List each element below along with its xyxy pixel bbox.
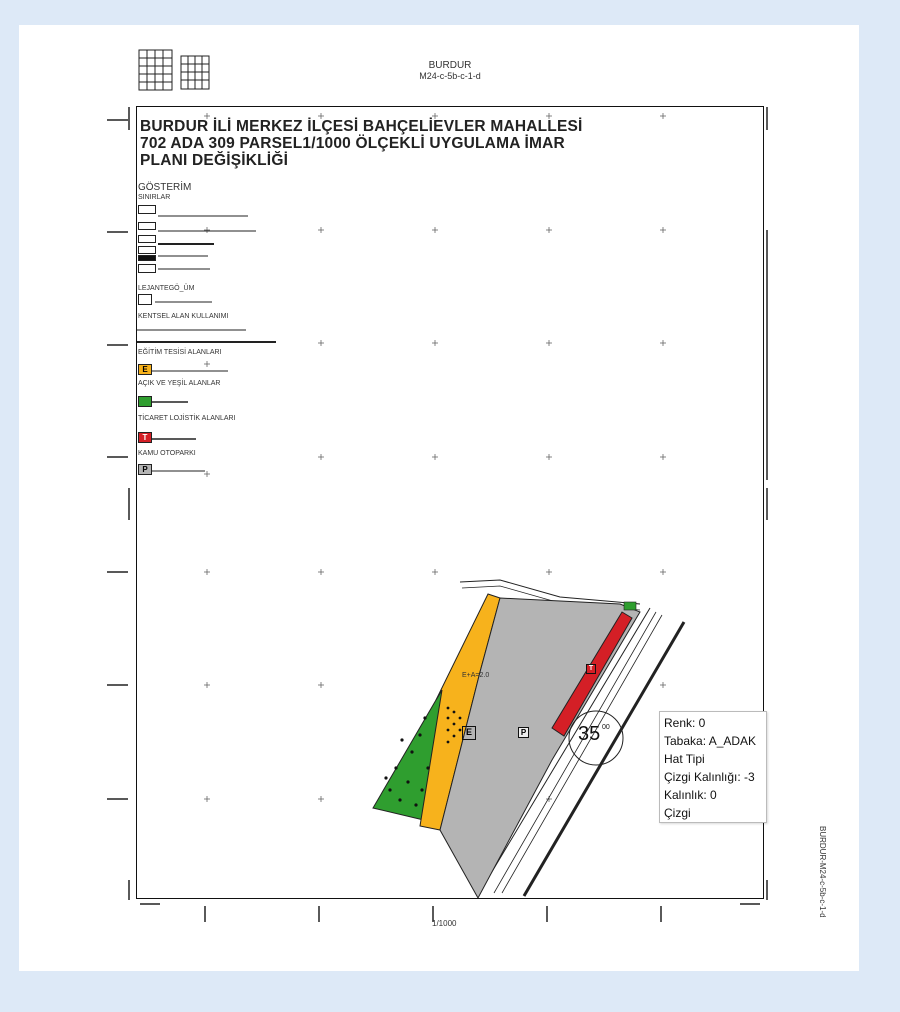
title-line-2: 702 ADA 309 PARSEL1/1000 ÖLÇEKLİ UYGULAMA İMAR — [140, 135, 565, 152]
legend-otopark-symbol: P — [138, 464, 152, 475]
tooltip-entity-type: Çizgi — [664, 806, 691, 820]
sheet-index-grid — [139, 50, 209, 90]
sheet-header — [395, 60, 505, 81]
tooltip-thickness: Kalınlık: 0 — [664, 788, 717, 802]
legend-heading: GÖSTERİM — [138, 182, 192, 193]
legend-yesil-symbol — [138, 396, 152, 407]
parking-mark: P — [518, 727, 529, 738]
tooltip-linetype: Hat Tipi — [664, 752, 705, 766]
legend-ticaret-symbol: T — [138, 432, 152, 443]
title-line-1: BURDUR İLİ MERKEZ İLÇESİ BAHÇELİEVLER MAHALLESİ — [140, 118, 583, 135]
legend-symbol-5 — [138, 255, 156, 261]
side-sheet-code: BURDUR-M24-c-5b-c-1-d — [818, 826, 827, 918]
title-line-3: PLANI DEĞİŞİKLİĞİ — [140, 152, 289, 169]
entity-tooltip — [659, 711, 767, 823]
legend-section-4: EĞİTİM TESİSİ ALANLARI — [138, 349, 222, 356]
legend-egitim-symbol: E — [138, 364, 152, 375]
legend-section-5: AÇIK VE YEŞİL ALANLAR — [138, 380, 221, 387]
legend-section-2: LEJANTEGÖ_ÜM — [138, 285, 195, 292]
legend-symbol-2 — [138, 222, 156, 230]
legend-symbol-3 — [138, 235, 156, 243]
legend-section-6: TİCARET LOJİSTİK ALANLARI — [138, 415, 236, 422]
orange-area-label: E+A=2.0 — [462, 672, 490, 679]
legend-section-7: KAMU OTOPARKI — [138, 450, 196, 457]
legend-symbol-7 — [138, 294, 152, 305]
commercial-mark: T — [586, 664, 596, 674]
tooltip-color: Renk: 0 — [664, 716, 706, 730]
tooltip-lineweight: Çizgi Kalınlığı: -3 — [664, 770, 755, 784]
road-number: 35 — [578, 723, 601, 745]
legend-boundary-symbol — [138, 205, 156, 214]
legend-symbol-4 — [138, 246, 156, 254]
tooltip-layer: Tabaka: A_ADAK — [664, 734, 757, 748]
scale-label: 1/1000 — [432, 919, 457, 928]
plan-title — [140, 118, 610, 169]
header-sheet-code: M24-c-5b-c-1-d — [419, 71, 481, 81]
legend-section-3: KENTSEL ALAN KULLANIMI — [138, 313, 229, 320]
legend-symbol-6 — [138, 264, 156, 273]
legend-sinirlar: SINIRLAR — [138, 194, 171, 201]
road-number-sup: 00 — [602, 724, 610, 731]
school-mark: E — [462, 726, 476, 740]
header-city: BURDUR — [428, 60, 472, 71]
